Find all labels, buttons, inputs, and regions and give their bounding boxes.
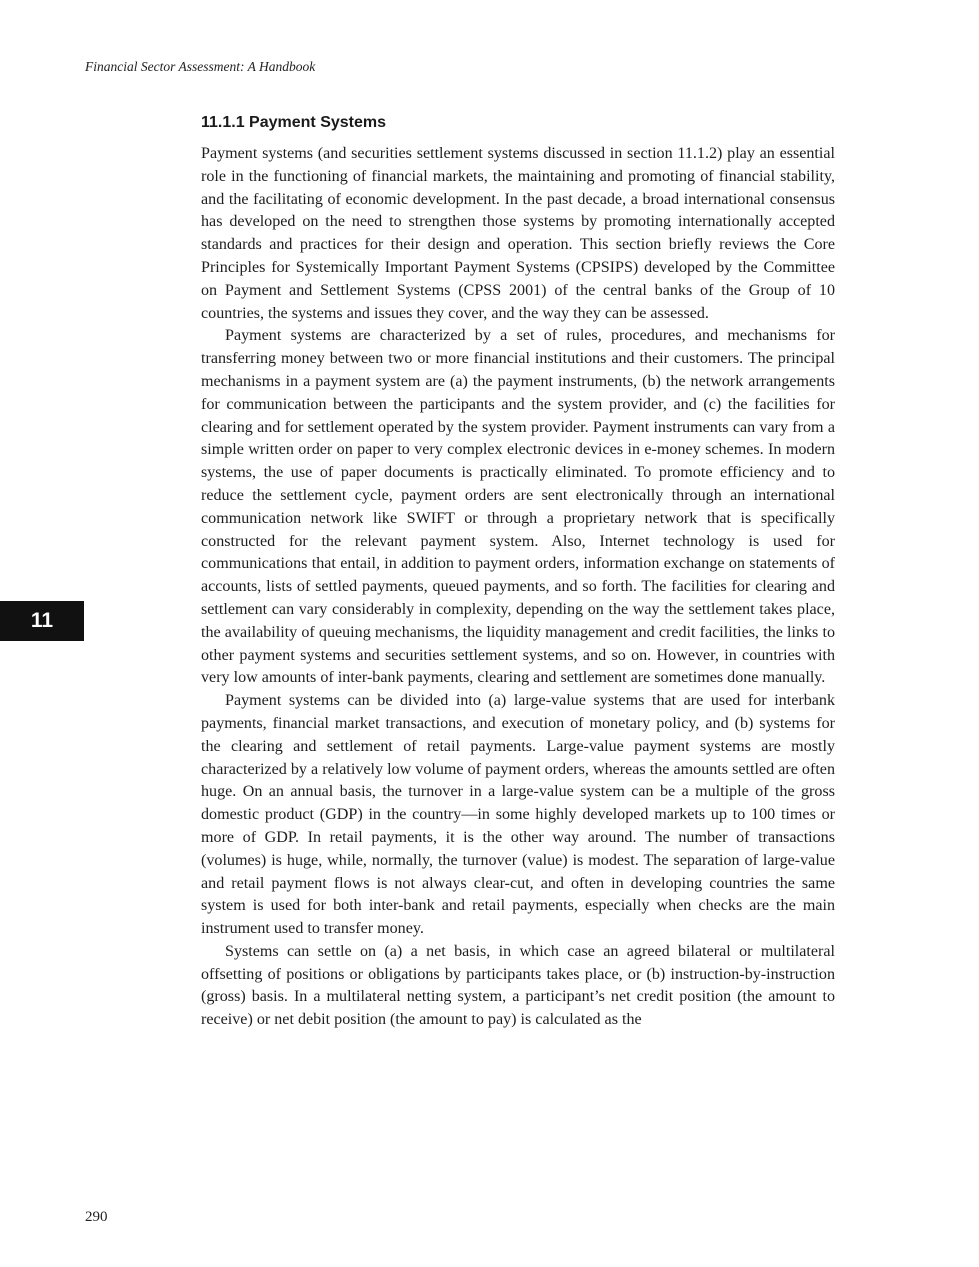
running-head: Financial Sector Assessment: A Handbook <box>85 59 316 74</box>
body-paragraph-1: Payment systems (and securities settlement systems discussed in section 11.1.2) play an essential role in the functioning of financial markets, the maintaining and promoting of financial stability, and the facilitating of economic development. In the past decade, a broad international consensus has developed on the need to strengthen those systems by promoting internationally accepted standards and practices for their design and operation. This section briefly reviews the Core Principles for Systemically Important Payment Systems (CPSIPS) developed by the Committee on Payment and Settlement Systems (CPSS 2001) of the central banks of the Group of 10 countries, the systems and issues they cover, and the way they can be assessed. <box>201 145 835 322</box>
page-number: 290 <box>85 1209 108 1225</box>
body-paragraph-3: Payment systems can be divided into (a) large-value systems that are used for interbank payments, financial market transactions, and execution of monetary policy, and (b) systems for the clearing and settlement of retail payments. Large-value payment systems are mostly characterized by a relatively low volume of payment orders, whereas the amounts settled are often huge. On an annual basis, the turnover in a large-value system can be a multiple of the gross domestic product (GDP) in the country—in some highly developed markets up to 100 times or more of GDP. In retail payments, it is the other way around. The number of transactions (volumes) is huge, while, normally, the turnover (value) is modest. The separation of large-value and retail payment flows is not always clear-cut, and often in developing countries the same system is used for both inter-bank and retail payments, especially when checks are the main instrument used to transfer money. <box>201 692 835 938</box>
body-paragraph-4: Systems can settle on (a) a net basis, in which case an agreed bilateral or multilateral offsetting of positions or obligations by participants takes place, or (b) instruction-by-instruction (gross) basis. In a multilateral netting system, a participant’s net credit position (the amount to receive) or net debit position (the amount to pay) is calculated as the <box>201 942 835 1029</box>
chapter-tab: 11 <box>0 601 84 641</box>
body-paragraph-2: Payment systems are characterized by a set of rules, procedures, and mechanisms for transferring money between two or more financial institutions and their customers. The principal mechanisms in a payment system are (a) the payment instruments, (b) the network arrangements for communication between the participants and the system provider, and (c) the facilities for clearing and for settlement operated by the system provider. Payment instruments can vary from a simple written order on paper to very complex electronic devices in e-money schemes. In modern systems, the use of paper documents is practically eliminated. To promote efficiency and to reduce the settlement cycle, payment orders are sent electronically through an international communication network like SWIFT or through a proprietary network that is specifically constructed for the relevant payment system. Also, Internet technology is used for communications that entail, in addition to payment orders, information exchange on statements of accounts, lists of settled payments, queued payments, and so forth. The facilities for clearing and settlement can vary considerably in complexity, depending on the way the settlement takes place, the availability of queuing mechanisms, the liquidity management and credit facilities, the links to other payment systems and securities settlement systems, and so on. However, in countries with very low amounts of inter-bank payments, clearing and settlement are sometimes done manually. <box>201 327 835 687</box>
main-content <box>201 113 835 1032</box>
section-heading: 11.1.1 Payment Systems <box>201 114 387 131</box>
